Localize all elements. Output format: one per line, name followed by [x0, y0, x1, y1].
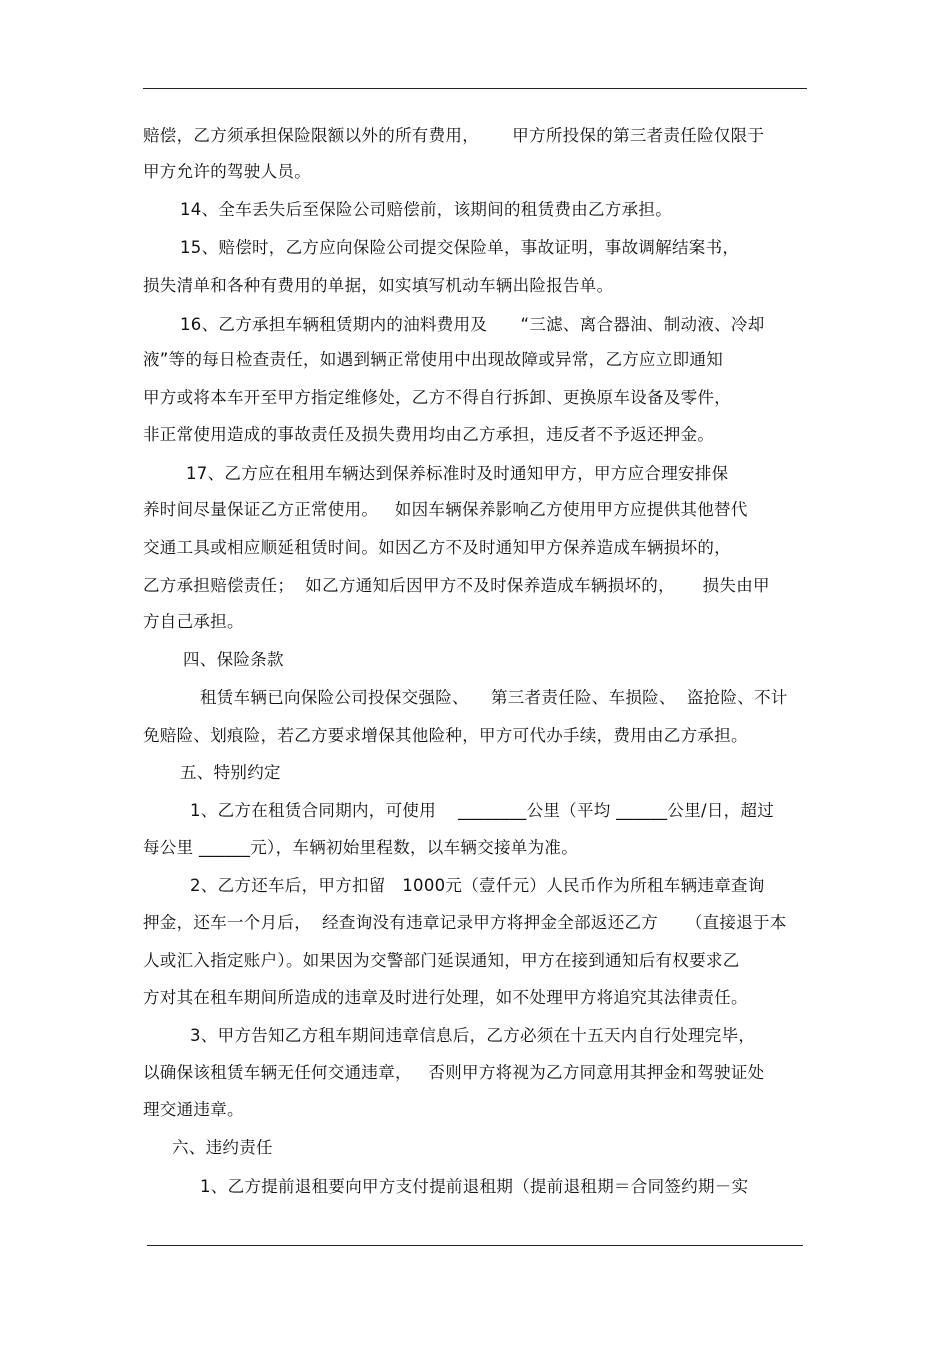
text-line: 甲方允许的驾驶人员。 — [143, 162, 311, 181]
text-line: 以确保该租赁车辆无任何交通违章， 否则甲方将视为乙方同意用其押金和驾驶证处 — [143, 1063, 765, 1082]
text-line: 15、赔偿时，乙方应向保险公司提交保险单，事故证明，事故调解结案书， — [180, 238, 740, 257]
text-line: 16、乙方承担车辆租赁期内的油料费用及 “三滤、离合器油、制动液、冷却 — [180, 315, 765, 334]
section-heading: 六、违约责任 — [172, 1138, 273, 1157]
text-line: 押金，还车一个月后， 经查询没有违章记录甲方将押金全部返还乙方 （直接退于本 — [143, 913, 787, 932]
text-line: 乙方承担赔偿责任； 如乙方通知后因甲方不及时保养造成车辆损坏的， 损失由甲 — [143, 576, 770, 595]
section-heading: 五、特别约定 — [180, 763, 281, 782]
text-line: 养时间尽量保证乙方正常使用。 如因车辆保养影响乙方使用甲方应提供其他替代 — [143, 500, 748, 519]
section-heading: 四、保险条款 — [183, 650, 284, 669]
text-line: 理交通违章。 — [143, 1100, 244, 1119]
text-line: 1、乙方在租赁合同期内，可使用 ________公里（平均 ______公里/日，超过 — [190, 801, 775, 820]
text-line: 方对其在租车期间所造成的违章及时进行处理，如不处理甲方将追究其法律责任。 — [143, 988, 748, 1007]
text-line: 交通工具或相应顺延租赁时间。如因乙方不及时通知甲方保养造成车辆损坏的， — [143, 538, 731, 557]
text-line: 损失清单和各种有费用的单据，如实填写机动车辆出险报告单。 — [143, 276, 614, 295]
text-line: 2、乙方还车后，甲方扣留 1000元（壹仟元）人民币作为所租车辆违章查询 — [190, 876, 765, 895]
text-line: 租赁车辆已向保险公司投保交强险、 第三者责任险、车损险、 盗抢险、不计 — [200, 688, 788, 707]
text-line: 3、甲方告知乙方租车期间违章信息后，乙方必须在十五天内自行处理完毕， — [190, 1026, 756, 1045]
text-line: 1、乙方提前退租要向甲方支付提前退租期（提前退租期＝合同签约期－实 — [200, 1177, 749, 1196]
text-line: 液”等的每日检查责任，如遇到辆正常使用中出现故障或异常，乙方应立即通知 — [143, 350, 724, 369]
text-line: 14、全车丢失后至保险公司赔偿前，该期间的租赁费由乙方承担。 — [180, 200, 672, 219]
footer-rule — [147, 1245, 803, 1246]
text-line: 方自己承担。 — [143, 612, 244, 631]
text-line: 非正常使用造成的事故责任及损失费用均由乙方承担，违反者不予返还押金。 — [143, 425, 715, 444]
text-line: 甲方或将本车开至甲方指定维修处，乙方不得自行拆卸、更换原车设备及零件， — [143, 388, 731, 407]
text-line: 免赔险、划痕险，若乙方要求增保其他险种，甲方可代办手续，费用由乙方承担。 — [143, 726, 748, 745]
text-line: 赔偿，乙方须承担保险限额以外的所有费用， 甲方所投保的第三者责任险仅限于 — [143, 126, 765, 145]
text-line: 每公里 ______元），车辆初始里程数，以车辆交接单为准。 — [143, 838, 578, 857]
text-line: 17、乙方应在租用车辆达到保养标准时及时通知甲方，甲方应合理安排保 — [186, 464, 729, 483]
header-rule — [143, 88, 807, 89]
text-line: 人或汇入指定账户）。如果因为交警部门延误通知，甲方在接到通知后有权要求乙 — [143, 951, 740, 970]
